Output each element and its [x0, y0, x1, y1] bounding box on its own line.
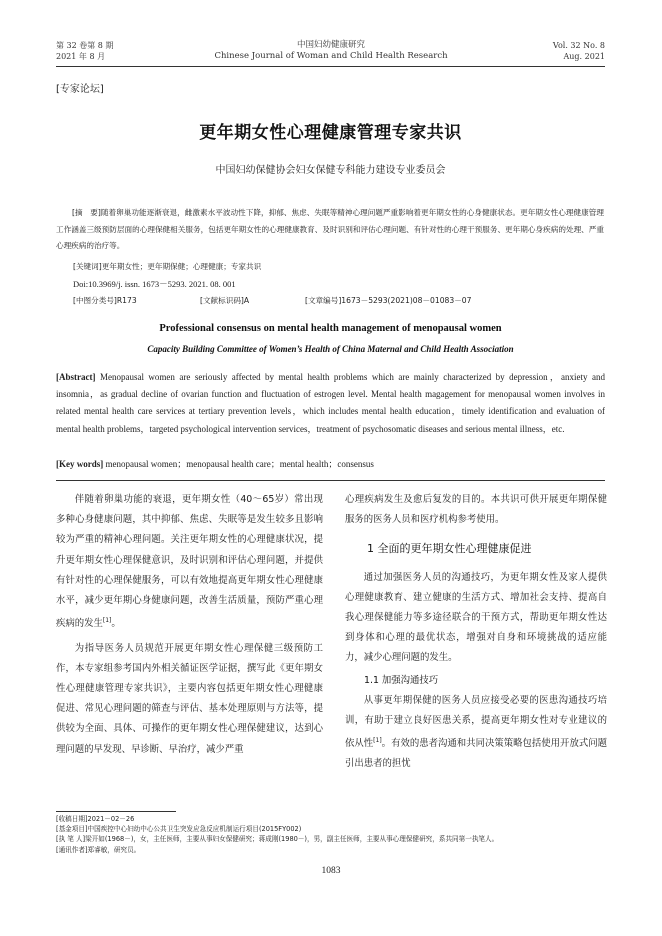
classification-number: [中图分类号]R173	[73, 296, 137, 305]
intro-paragraph-2: 为指导医务人员规范开展更年期女性心理保健三级预防工作，本专家组参考国内外相关循证医学证据，撰写此《更年期女性心理健康管理专家共识》，主要内容包括更年期女性心理健康促进、常见心理问题的筛查与评估、基本处理原则与方法等，提供较为全面、具体、可操作的更年期女性心理保健建议，达到心理问题的早发现、早诊断、早治疗，减少严重	[56, 642, 323, 755]
abstract-en-text: Menopausal women are seriously affected by mental health problems which are mainly characterized by depression，anxiety and insomnia，as gradual decline of ovarian function and fluctuation of estrogen level. Mental health magagement for menopausal women involves in related mental health care services at tertiary prevention levels，which includes mental health education，timely identification and evaluation of mental health problems，targeted psychological intervention services，treatment of psychosomatic diseases and serious mental illness，etc.	[56, 372, 605, 434]
article-number: [文章编号]1673－5293(2021)08－01083－07	[305, 296, 472, 305]
body-left-column	[56, 490, 323, 760]
article-title: 更年期女性心理健康管理专家共识	[199, 123, 462, 143]
section-heading-1: 1 全面的更年期女性心理健康促进	[367, 542, 532, 556]
subsection-1-1-paragraph: 从事更年期保健的医务人员应接受必要的医患沟通技巧培训，有助于建立良好医患关系，提高更年期女性对专业建议的依从性[1]。有效的患者沟通和共同决策策略包括使用开放式问题引出患者的担忧	[345, 694, 607, 770]
citation-1b: [1]	[373, 737, 382, 745]
keywords-en	[56, 456, 605, 473]
received-date: [收稿日期]2021－02－26	[56, 815, 135, 823]
running-header-center	[180, 40, 482, 62]
header-rule	[56, 66, 605, 67]
citation-1: [1]	[102, 617, 112, 625]
writing-authors: [执 笔 人]梁开如(1968－)，女，主任医师，主要从事妇女保健研究；蒋成刚(1980－)，男，副主任医师，主要从事心理保健研究，系共同第一执笔人。	[56, 835, 499, 844]
running-header-right	[553, 40, 605, 62]
volume-number-en: Vol. 32 No. 8	[552, 41, 605, 50]
footnote-rule	[56, 811, 176, 812]
abstract-cn-text: [摘 要]随着卵巢功能逐渐衰退，雌激素水平波动性下降，抑郁、焦虑、失眠等精神心理问题严重影响着更年期女性的心身健康状态。更年期女性心理健康管理工作涵盖三级预防层面的心理保健相关服务，包括更年期女性的心理健康教育、及时识别和评估心理问题、有针对性的心理干预服务、更年期心身疾病的处理、严重心理疾病的治疗等。	[56, 208, 604, 250]
abstract-en-label: [Abstract]	[56, 372, 96, 382]
volume-issue: 第 32 卷第 8 期	[56, 41, 114, 50]
abstract-cn	[56, 205, 604, 255]
section-1-paragraph: 通过加强医务人员的沟通技巧，为更年期女性及家人提供心理健康教育、建立健康的生活方式、增加社会支持、提高自我心理保健能力等多途径联合的干预方式，帮助更年期女性达到身体和心理的最优状态，增强对自身和环境挑战的适应能力，减少心理问题的发生。	[345, 571, 607, 664]
footnotes	[56, 814, 498, 855]
document-code: [文献标识码]A	[200, 296, 250, 305]
body-right-column	[345, 490, 607, 775]
section-tag: [专家论坛]	[56, 84, 104, 95]
journal-name-en: Chinese Journal of Woman and Child Health Research	[214, 51, 448, 61]
running-header-left	[56, 40, 113, 62]
author-organization: 中国妇幼保健协会妇女保健专科能力建设专业委员会	[215, 165, 446, 176]
intro-paragraph-1: 伴随着卵巢功能的衰退，更年期女性（40～65岁）常出现多种心身健康问题，其中抑郁、焦虑、失眠等是发生较多且影响较为严重的精神心理问题。关注更年期女性的心理健康状况，提升更年期女性心理保健意识，及时识别和评估心理问题，并提供有针对性的心理保健服务，可以有效地提高更年期女性心理健康水平，减少更年期心身健康问题，改善生活质量，预防严重心理疾病的发生[1]。	[56, 494, 323, 630]
doi: Doi:10.3969/j. issn. 1673－5293. 2021. 08. 001	[73, 279, 236, 289]
english-author: Capacity Building Committee of Women’s Health of China Maternal and Child Health Association	[147, 344, 514, 354]
page-number: 1083	[321, 866, 341, 876]
intro-paragraph-continued: 心理疾病发生及愈后复发的目的。本共识可供开展更年期保健服务的医务人员和医疗机构参考使用。	[345, 494, 607, 526]
abstract-rule	[56, 480, 605, 481]
publish-date: 2021 年 8 月	[56, 52, 106, 61]
english-title: Professional consensus on mental health management of menopausal women	[159, 323, 502, 334]
fund-project: [基金项目]中国疾控中心妇幼中心公共卫生突发应急反应机制运行项目(2015FY002)	[56, 825, 302, 834]
keywords-cn: [关键词]更年期女性；更年期保健；心理健康；专家共识	[73, 262, 262, 271]
keywords-en-text: menopausal women；menopausal health care；mental health；consensus	[103, 459, 374, 469]
keywords-en-label: [Key words]	[56, 459, 104, 469]
subsection-heading-1-1: 1.1 加强沟通技巧	[364, 674, 439, 686]
abstract-en	[56, 369, 605, 438]
corresponding-author: [通讯作者]郑睿敏，研究员。	[56, 845, 141, 854]
date-en: Aug. 2021	[563, 52, 605, 61]
journal-name-cn: 中国妇幼健康研究	[296, 40, 365, 50]
